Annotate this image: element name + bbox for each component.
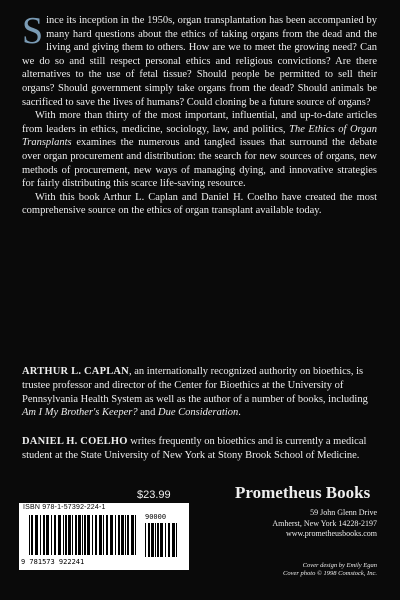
blurb-paragraph-2 (22, 109, 377, 191)
blurb-paragraph-3 (22, 191, 377, 218)
back-cover-blurb (22, 10, 377, 218)
price: $23.99 (137, 489, 171, 501)
book-title-italic: The Ethics of Organ Transplants (22, 123, 377, 149)
caplan-text-a: , an internationally recognized authority on bioethics, is trustee professor and director of the Center for Bioethics at the University of Pennsylvania Health System as well as the author of a number of books, including (22, 366, 368, 405)
barcode-main-digits: 9 781573 922241 (21, 558, 85, 566)
caplan-book-2: Due Consideration (158, 407, 239, 419)
publisher-city: Amherst, New York 14228-2197 (272, 518, 377, 528)
blurb-paragraph-1 (22, 10, 377, 109)
caplan-name: ARTHUR L. CAPLAN (22, 366, 129, 377)
caplan-text-b: and (137, 407, 158, 419)
blurb-text-2b: examines the numerous and tangled issues that surround the debate over organ procurement and distribution: the search for new sources of organs, new methods of procurement, new ways of managing dying, and innovative strategies for fairly distributing this scarce life-saving resource. (22, 137, 377, 190)
coelho-bio (22, 435, 377, 463)
cover-credits (255, 562, 377, 578)
cover-design-credit: Cover design by Emily Egan (302, 562, 377, 569)
caplan-text-c: . (238, 407, 241, 419)
coelho-name: DANIEL H. COELHO (22, 436, 128, 447)
blurb-text-2a: With more than thirty of the most important, influential, and up-to-date articles from leaders in ethics, medicine, sociology, law, and politics, (22, 110, 377, 135)
coelho-text: writes frequently on bioethics and is currently a medical student at the State University of New York at Stony Brook School of Medicine. (22, 436, 367, 461)
publisher-address (255, 508, 377, 540)
blurb-text-1: ince its inception in the 1950s, organ transplantation has been accompanied by many hard questions about the ethics of taking organs from the dead and the living and giving them to others. How are we to meet the growing need? Can we do so and still respect personal ethics and religious convictions? Are there alternatives to the use of fetal tissue? Should people be permitted to sell their organs? Should government simply take organs from the dead? Should animals be sacrificed to save the lives of humans? Could cloning be a future source of organs? (22, 15, 377, 108)
publisher-name: Prometheus Books (235, 483, 371, 502)
blurb-text-3: With this book Arthur L. Caplan and Daniel H. Coelho have created the most comprehensive source on the ethics of organ transplant available today. (22, 191, 377, 217)
isbn-text: ISBN 978-1-57392-224-1 (23, 504, 106, 511)
drop-cap: S (22, 10, 44, 52)
publisher-web: www.prometheusbooks.com (285, 529, 377, 538)
cover-photo-credit: Cover photo © 1998 Comstock, Inc. (283, 570, 377, 577)
caplan-bio (22, 365, 377, 420)
barcode-addon-digits: 90000 (145, 513, 167, 521)
isbn-barcode (19, 503, 189, 570)
publisher-street: 59 John Glenn Drive (310, 508, 377, 517)
caplan-book-1: Am I My Brother's Keeper? (22, 407, 138, 419)
